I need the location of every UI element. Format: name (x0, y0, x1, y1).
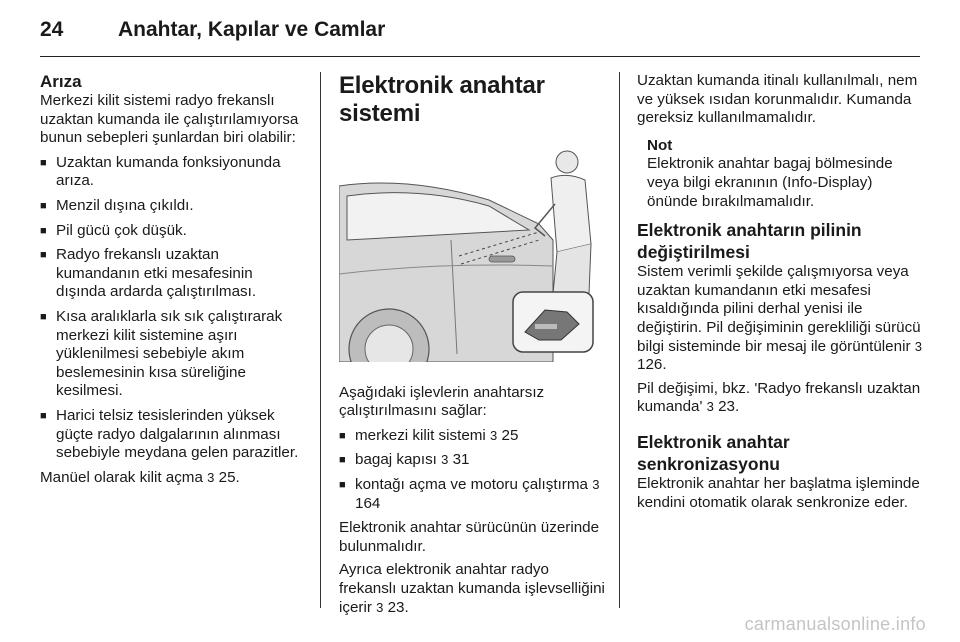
list-item: ■ Uzaktan kumanda fonksiyonunda arıza. (40, 154, 302, 191)
column-divider (619, 72, 620, 608)
page-reference-icon: 3 (706, 399, 714, 415)
note-title: Not (647, 136, 673, 154)
section-heading-electronic-key: Elektronik anahtar sistemi (339, 72, 545, 127)
list-item: ■ Kısa aralıklarla sık sık çalıştırarak merkezi kilit sistemine aşırı yüklenilmesi sebebiyle akım beslemesinin kısa süreliğine kesilmesi. (40, 308, 302, 401)
remote-care-text: Uzaktan kumanda itinalı kullanılmalı, nem ve yüksek ısıdan korunmalıdır. Kumanda gereksiz kullanılmamalıdır. (637, 72, 918, 127)
page-reference-link[interactable]: 126. (637, 356, 667, 374)
list-item: ■ Radyo frekanslı uzaktan kumandanın etki mesafesinin dışında ardarda çalıştırılması. (40, 246, 302, 302)
chapter-title: Anahtar, Kapılar ve Camlar (118, 18, 386, 41)
page-reference-icon: 3 (376, 599, 384, 615)
page-reference-link[interactable]: 25 (501, 426, 519, 444)
list-item: ■ Pil gücü çok düşük. (40, 222, 302, 241)
page-reference-link[interactable]: 23. (387, 598, 409, 616)
column-left (40, 72, 302, 487)
keyless-functions-list (339, 427, 607, 513)
page-reference-icon: 3 (207, 469, 215, 485)
column-middle (339, 72, 607, 617)
list-item: ■ Harici telsiz tesislerinden yüksek güçte radyo dalgalarının alınması sebebiyle meydana gelen parazitler. (40, 407, 302, 463)
battery-reference-text: Pil değişimi, bkz. 'Radyo frekanslı uzaktan kumanda' 3 23. (637, 379, 921, 416)
page-reference-icon: 3 (592, 476, 600, 492)
battery-replace-text: Sistem verimli şekilde çalışmıyorsa veya uzaktan kumandanın etki mesafesi kısaldığında pilini derhal yenisi ile değiştirin. Pil değişiminin gerekliliği sürücü bilgi sisteminde bir mesaj ile görüntülenir 3 126. (637, 263, 922, 374)
page-reference-icon: 3 (490, 427, 498, 443)
page-reference-icon: 3 (914, 338, 922, 354)
fault-intro: Merkezi kilit sistemi radyo frekanslı uzaktan kumanda ile çalıştırılamıyorsa bunun sebepleri şunlardan biri olabilir: (40, 92, 299, 147)
page-reference-link[interactable]: 23. (718, 398, 740, 416)
page-reference-link[interactable]: 31 (452, 451, 470, 469)
list-item: ■ bagaj kapısı 3 31 (339, 451, 607, 470)
watermark: carmanualsonline.info (744, 614, 926, 634)
fault-causes-list (40, 154, 302, 463)
keyless-intro: Aşağıdaki işlevlerin anahtarsız çalıştırılmasını sağlar: (339, 383, 545, 420)
section-heading-battery: Elektronik anahtarın pilinin değiştirilmesi (637, 220, 862, 263)
section-heading-sync: Elektronik anahtar senkronizasyonu (637, 431, 790, 474)
list-item: ■ merkezi kilit sistemi 3 25 (339, 427, 607, 446)
list-item: ■ Menzil dışına çıkıldı. (40, 197, 302, 216)
list-item: ■ kontağı açma ve motoru çalıştırma 3 164 (339, 476, 607, 513)
page-number: 24 (40, 18, 64, 41)
column-right (637, 72, 927, 512)
sync-text: Elektronik anahtar her başlatma işleminde kendini otomatik olarak senkronize eder. (637, 474, 920, 511)
column-divider (320, 72, 321, 608)
remote-function-text: Ayrıca elektronik anahtar radyo frekanslı uzaktan kumanda işlevselliğini içerir 3 23. (339, 561, 605, 616)
note-text: Elektronik anahtar bagaj bölmesinde veya bilgi ekranının (Info-Display) önünde bırakılmamalıdır. (647, 155, 893, 210)
page-reference-link[interactable]: 25. (218, 468, 240, 486)
key-location-text: Elektronik anahtar sürücünün üzerinde bulunmalıdır. (339, 519, 600, 555)
page-reference-icon: 3 (441, 452, 449, 468)
page-reference-link[interactable]: 164 (355, 494, 381, 512)
manual-unlock-text: Manüel olarak kilit açma 3 25. (40, 468, 240, 486)
section-heading-fault: Arıza (40, 72, 82, 91)
car-key-illustration (339, 144, 597, 362)
page-header (40, 16, 920, 57)
note-box (647, 137, 927, 211)
